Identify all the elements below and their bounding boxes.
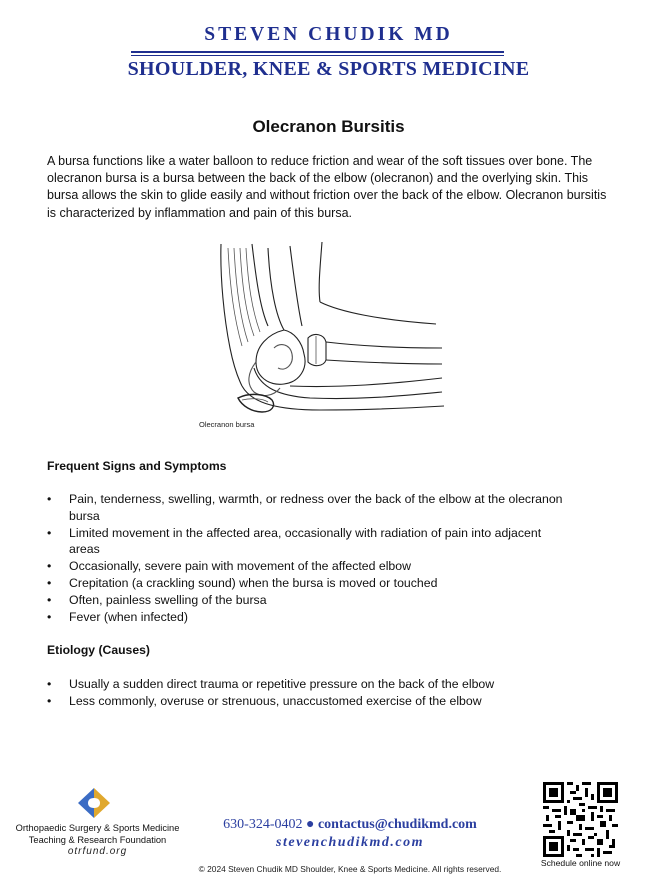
list-item: • Pain, tenderness, swelling, warmth, or redness over the back of the elbow at the olecranon bursa xyxy=(47,492,563,523)
list-item: • Less commonly, overuse or strenuous, unaccustomed exercise of the elbow xyxy=(47,693,482,708)
foundation-logo-icon xyxy=(70,786,118,820)
contact-line xyxy=(200,817,500,833)
header-rule-top xyxy=(131,51,504,53)
list-item: • Limited movement in the affected area, occasionally with radiation of pain into adjacent areas xyxy=(47,525,542,557)
list-item: • Occasionally, severe pain with movement of the affected elbow xyxy=(47,559,411,574)
phone-number[interactable]: 630-324-0402 xyxy=(223,817,303,832)
foundation-name: Orthopaedic Surgery & Sports Medicine Teaching & Research Foundation xyxy=(15,823,180,845)
list-item: • Often, painless swelling of the bursa xyxy=(47,592,267,607)
signs-heading: Frequent Signs and Symptoms xyxy=(47,459,227,473)
foundation-url[interactable]: otrfund.org xyxy=(67,846,128,857)
etiology-heading: Etiology (Causes) xyxy=(47,643,150,657)
qr-code-icon[interactable] xyxy=(543,782,618,857)
page-title: Olecranon Bursitis xyxy=(252,117,405,136)
signs-list xyxy=(47,491,567,625)
list-item: • Usually a sudden direct trauma or repetitive pressure on the back of the elbow xyxy=(47,677,495,691)
practice-subtitle: SHOULDER, KNEE & SPORTS MEDICINE xyxy=(127,58,530,80)
elbow-anatomy-illustration xyxy=(190,238,450,434)
copyright-notice: © 2024 Steven Chudik MD Shoulder, Knee & Sports Medicine. All rights reserved. xyxy=(198,864,502,874)
figure-label: Olecranon bursa xyxy=(199,420,255,429)
separator-dot: ● xyxy=(305,817,315,832)
etiology-list xyxy=(47,676,567,710)
list-item: • Crepitation (a crackling sound) when the bursa is moved or touched xyxy=(47,575,438,590)
email-link[interactable]: contactus@chudikmd.com xyxy=(317,817,477,832)
practice-name: STEVEN CHUDIK MD xyxy=(204,24,453,45)
website-link[interactable]: stevenchudikmd.com xyxy=(276,835,424,850)
intro-paragraph: A bursa functions like a water balloon to reduce friction and wear of the soft tissues over bone. The olecranon bursa is a bursa between the back of the elbow (olecranon) and the overlying skin. This bursa allows the skin to glide easily and without friction over the back of the elbow. Olecranon bursitis is characterized by inflammation and pain of this bursa. xyxy=(47,154,607,220)
list-item: • Fever (when infected) xyxy=(47,609,188,624)
qr-caption: Schedule online now xyxy=(540,858,621,868)
header-rule-bottom xyxy=(131,55,504,56)
